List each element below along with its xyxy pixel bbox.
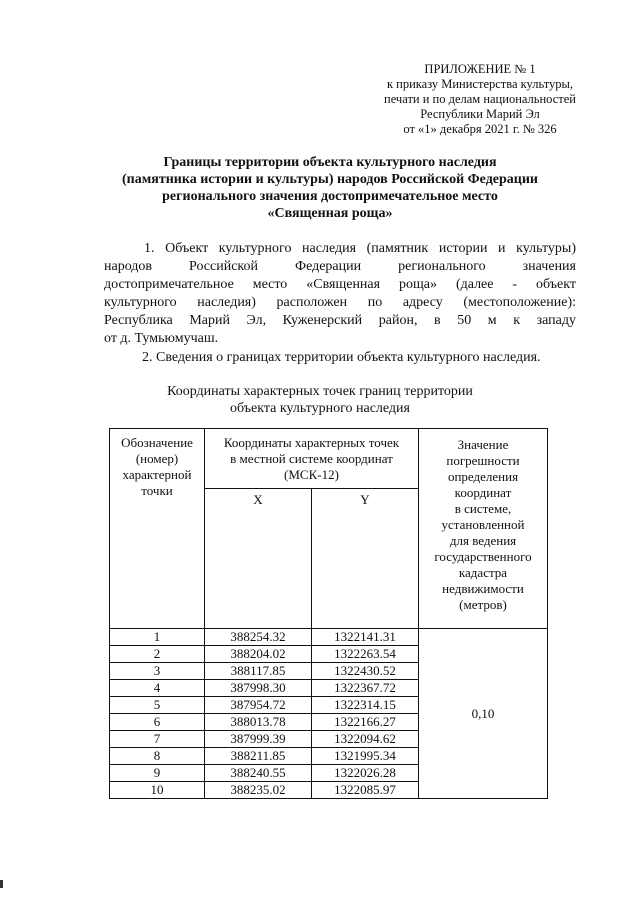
x-value: 388117.85 xyxy=(205,663,312,680)
paragraph-1-line: Республика Марий Эл, Куженерский район, в 50 м к западу xyxy=(104,313,576,328)
caption-line: Координаты характерных точек границ территории xyxy=(167,384,473,399)
title-line: регионального значения достопримечательное место xyxy=(162,189,498,204)
point-number: 3 xyxy=(110,663,205,680)
x-value: 388211.85 xyxy=(205,748,312,765)
paragraph-1-line: культурного наследия) расположен по адресу (местоположение): xyxy=(104,295,576,310)
point-number: 1 xyxy=(110,629,205,646)
y-value: 1322141.31 xyxy=(312,629,419,646)
x-value: 388235.02 xyxy=(205,782,312,799)
x-header: X xyxy=(205,489,312,629)
appendix-line: печати и по делам национальностей xyxy=(384,92,576,106)
title-line: «Священная роща» xyxy=(267,206,393,221)
appendix-line: к приказу Министерства культуры, xyxy=(386,77,574,91)
accuracy-value: 0,10 xyxy=(419,629,548,799)
point-number: 10 xyxy=(110,782,205,799)
paragraph-1-line: достопримечательное место «Священная роща» (далее - объект xyxy=(104,277,576,292)
accuracy-header: Значение погрешности определения координат в системе, установленной для ведения государственного кадастра недвижимости (метров) xyxy=(419,429,548,629)
x-value: 388013.78 xyxy=(205,714,312,731)
point-number: 6 xyxy=(110,714,205,731)
x-value: 387999.39 xyxy=(205,731,312,748)
y-header: Y xyxy=(312,489,419,629)
paragraph-1-line: от д. Тумьюмучаш. xyxy=(104,331,219,346)
x-value: 388254.32 xyxy=(205,629,312,646)
y-value: 1322026.28 xyxy=(312,765,419,782)
y-value: 1322085.97 xyxy=(312,782,419,799)
point-number: 7 xyxy=(110,731,205,748)
y-value: 1322094.62 xyxy=(312,731,419,748)
x-value: 388240.55 xyxy=(205,765,312,782)
y-value: 1322430.52 xyxy=(312,663,419,680)
x-value: 388204.02 xyxy=(205,646,312,663)
scan-edge-mark xyxy=(0,880,3,888)
point-number: 8 xyxy=(110,748,205,765)
caption-line: объекта культурного наследия xyxy=(230,401,410,416)
paragraph-1-line: 1. Объект культурного наследия (памятник истории и культуры) xyxy=(144,241,576,256)
appendix-line: Республики Марий Эл xyxy=(420,107,540,121)
appendix-block xyxy=(340,62,620,137)
point-number: 9 xyxy=(110,765,205,782)
y-value: 1322367.72 xyxy=(312,680,419,697)
table-caption xyxy=(140,383,500,417)
y-value: 1322166.27 xyxy=(312,714,419,731)
y-value: 1321995.34 xyxy=(312,748,419,765)
x-value: 387954.72 xyxy=(205,697,312,714)
point-number: 2 xyxy=(110,646,205,663)
y-value: 1322314.15 xyxy=(312,697,419,714)
title-line: Границы территории объекта культурного наследия xyxy=(163,155,497,170)
y-value: 1322263.54 xyxy=(312,646,419,663)
appendix-heading: ПРИЛОЖЕНИЕ № 1 xyxy=(424,62,536,76)
coordinates-table xyxy=(109,428,548,799)
point-number: 5 xyxy=(110,697,205,714)
paragraph-2: 2. Сведения о границах территории объекта культурного наследия. xyxy=(142,350,541,365)
point-number-header: Обозначение (номер) характерной точки xyxy=(110,429,205,629)
coordinates-header: Координаты характерных точек в местной системе координат (МСК-12) xyxy=(205,429,419,489)
point-number: 4 xyxy=(110,680,205,697)
document-title xyxy=(80,154,580,222)
appendix-line: от «1» декабря 2021 г. № 326 xyxy=(403,122,557,136)
paragraph-1-line: народов Российской Федерации регионального значения xyxy=(104,259,576,274)
title-line: (памятника истории и культуры) народов Российской Федерации xyxy=(122,172,538,187)
x-value: 387998.30 xyxy=(205,680,312,697)
